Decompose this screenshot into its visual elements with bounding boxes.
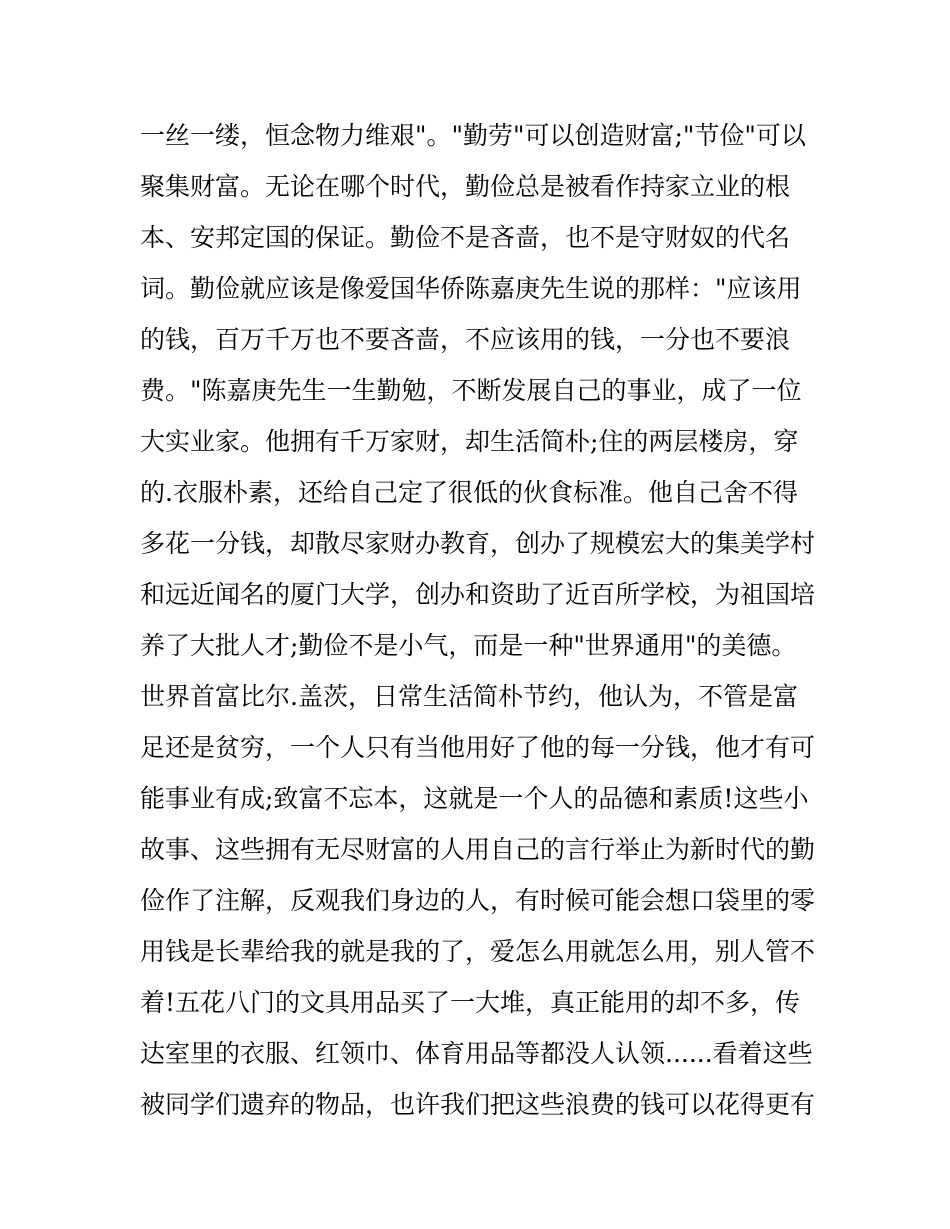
text-line: 着!五花八门的文具用品买了一大堆，真正能用的却不多，传: [140, 988, 801, 1017]
text-line: 本、安邦定国的保证。勤俭不是吝啬，也不是守财奴的代名: [140, 223, 791, 252]
text-line: 故事、这些拥有无尽财富的人用自己的言行举止为新时代的勤: [140, 835, 816, 864]
text-line: 足还是贫穷，一个人只有当他用好了他的每一分钱，他才有可: [140, 733, 816, 762]
text-line: 的钱，百万千万也不要吝啬，不应该用的钱，一分也不要浪: [140, 325, 791, 354]
text-line: 达室里的衣服、红领巾、体育用品等都没人认领......看着这些: [140, 1039, 813, 1068]
text-line: 用钱是长辈给我的就是我的了，爱怎么用就怎么用，别人管不: [140, 937, 816, 966]
body-text: [140, 110, 820, 1130]
text-line: 养了大批人才;勤俭不是小气，而是一种"世界通用"的美德。: [140, 631, 797, 660]
text-line: 俭作了注解，反观我们身边的人，有时候可能会想口袋里的零: [140, 886, 816, 915]
text-line: 被同学们遗弃的物品，也许我们把这些浪费的钱可以花得更有: [140, 1090, 816, 1119]
text-line: 能事业有成;致富不忘本，这就是一个人的品德和素质!这些小: [140, 784, 809, 813]
text-line: 多花一分钱，却散尽家财办教育，创办了规模宏大的集美学村: [140, 529, 816, 558]
text-line: 和远近闻名的厦门大学，创办和资助了近百所学校，为祖国培: [140, 580, 816, 609]
text-line: 世界首富比尔.盖茨，日常生活简朴节约，他认为，不管是富: [140, 682, 798, 711]
text-line: 聚集财富。无论在哪个时代，勤俭总是被看作持家立业的根: [140, 172, 791, 201]
text-line: 的.衣服朴素，还给自己定了很低的伙食标准。他自己舍不得: [140, 478, 798, 507]
text-line: 一丝一缕，恒念物力维艰"。"勤劳"可以创造财富;"节俭"可以: [140, 121, 806, 150]
text-line: 费。"陈嘉庚先生一生勤勉，不断发展自己的事业，成了一位: [140, 376, 802, 405]
text-line: 大实业家。他拥有千万家财，却生活简朴;住的两层楼房，穿: [140, 427, 799, 456]
text-line: 词。勤俭就应该是像爱国华侨陈嘉庚先生说的那样："应该用: [140, 274, 802, 303]
